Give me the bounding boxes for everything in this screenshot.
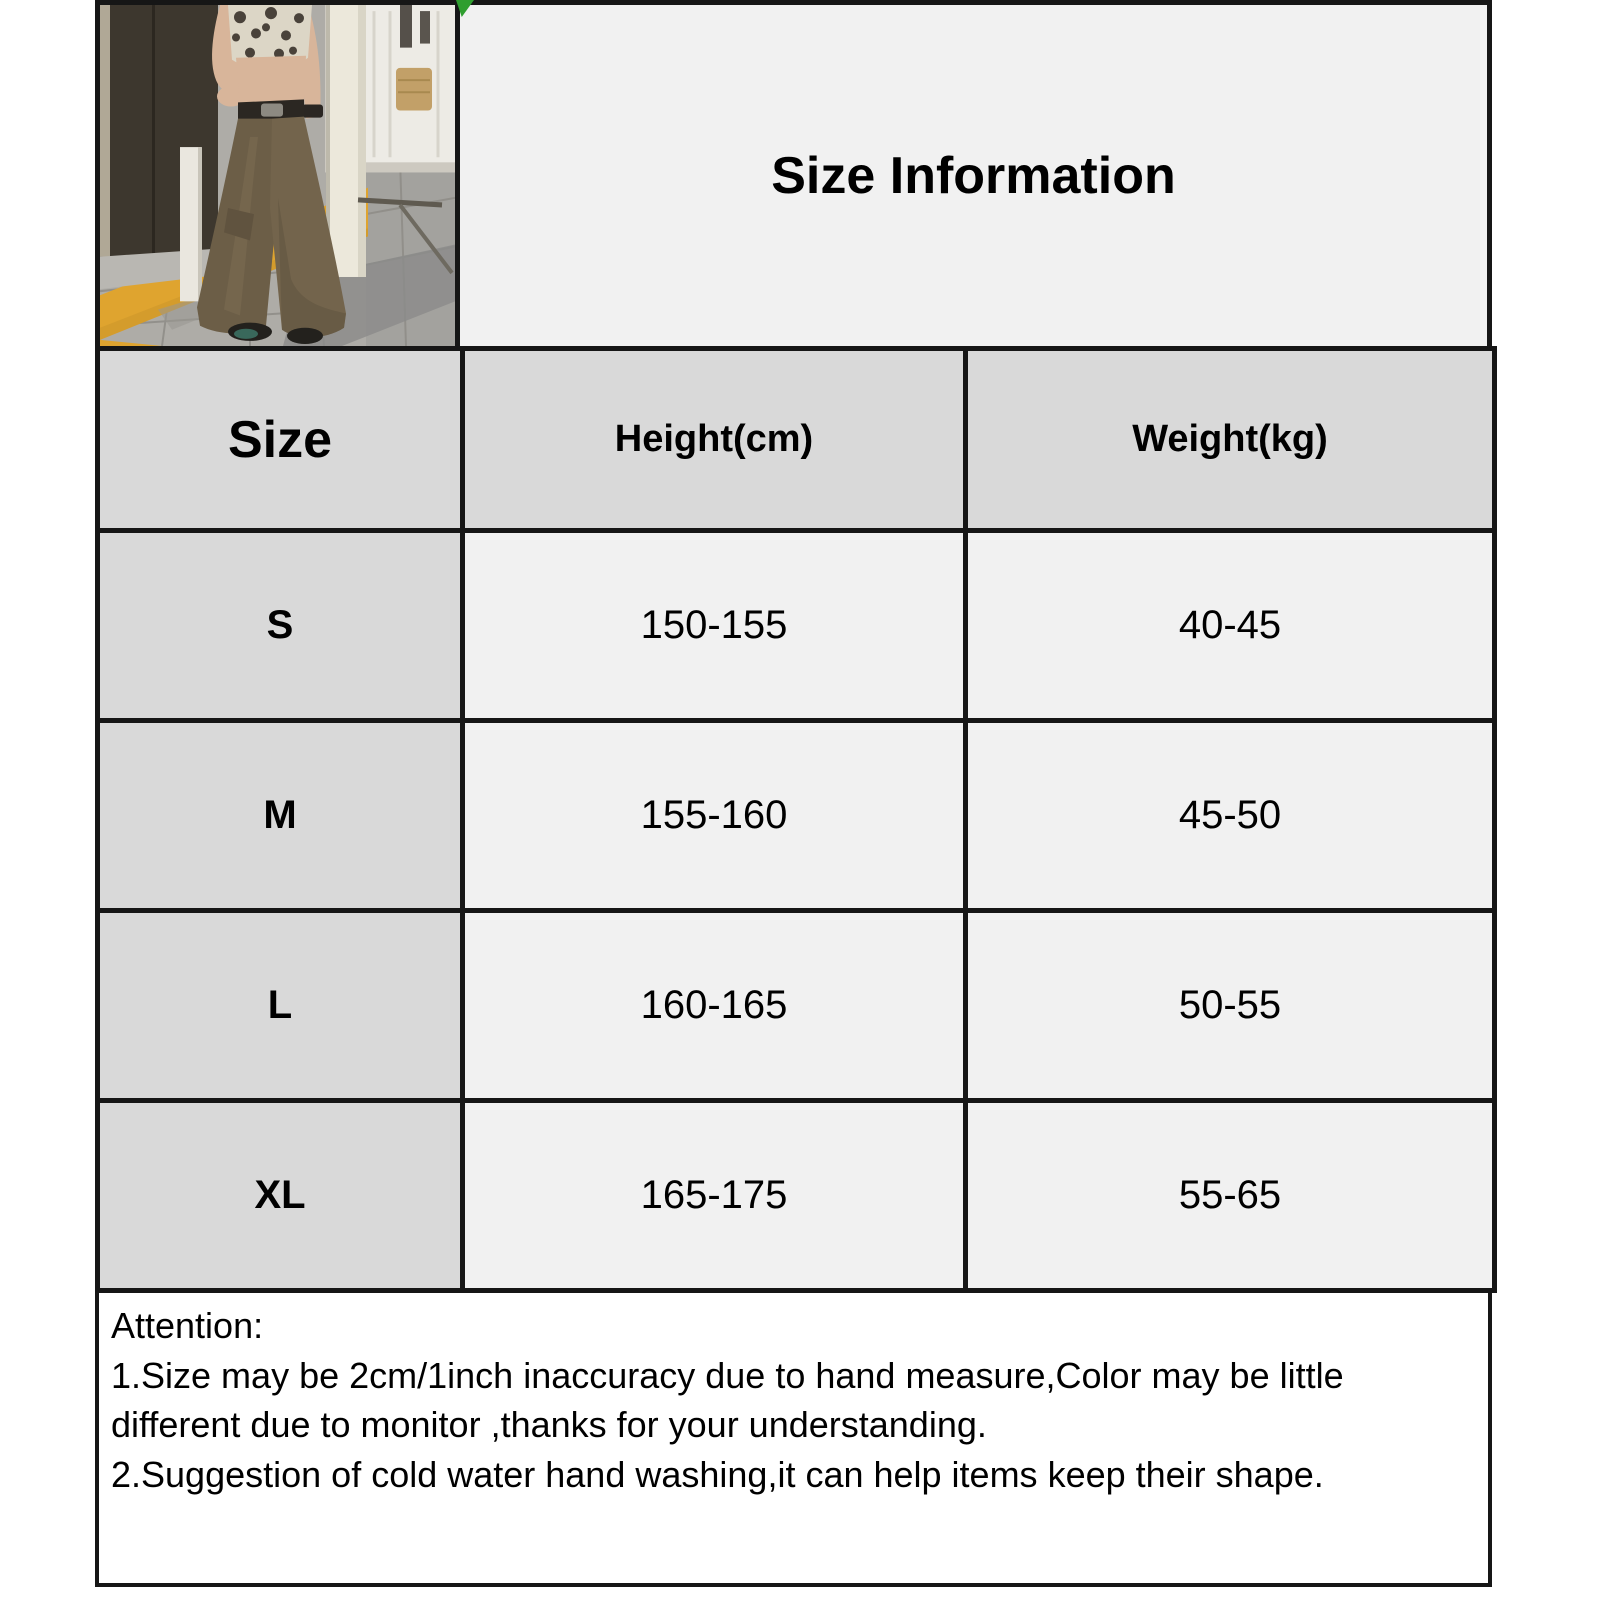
- title-area: [460, 0, 1492, 346]
- size-label: XL: [98, 1101, 463, 1291]
- attention-box: [95, 1293, 1492, 1587]
- table-row-l: [98, 911, 1495, 1101]
- weight-value: 50-55: [966, 911, 1495, 1101]
- weight-value: 40-45: [966, 531, 1495, 721]
- column-header-height: Height(cm): [463, 349, 966, 531]
- height-value: 155-160: [463, 721, 966, 911]
- table-row-xl: [98, 1101, 1495, 1291]
- product-photo: [95, 0, 460, 346]
- column-header-size: Size: [98, 349, 463, 531]
- height-value: 160-165: [463, 911, 966, 1101]
- attention-note-2: 2.Suggestion of cold water hand washing,it can help items keep their shape.: [111, 1454, 1324, 1496]
- size-label: S: [98, 531, 463, 721]
- height-value: 150-155: [463, 531, 966, 721]
- weight-value: 45-50: [966, 721, 1495, 911]
- weight-value: 55-65: [966, 1101, 1495, 1291]
- size-info-sheet: [95, 0, 1492, 1587]
- attention-note-1: 1.Size may be 2cm/1inch inaccuracy due to hand measure,Color may be little different due to monitor ,thanks for your understanding.: [111, 1354, 1344, 1446]
- height-value: 165-175: [463, 1101, 966, 1291]
- product-photo-illustration: [100, 5, 455, 346]
- size-label: M: [98, 721, 463, 911]
- top-band: [95, 0, 1492, 346]
- table-row-m: [98, 721, 1495, 911]
- column-header-weight: Weight(kg): [966, 349, 1495, 531]
- attention-heading: Attention:: [111, 1305, 264, 1346]
- page-title: Size Information: [771, 146, 1176, 205]
- table-row-s: [98, 531, 1495, 721]
- size-table-header-row: [98, 349, 1495, 531]
- size-label: L: [98, 911, 463, 1101]
- size-table: [95, 346, 1497, 1293]
